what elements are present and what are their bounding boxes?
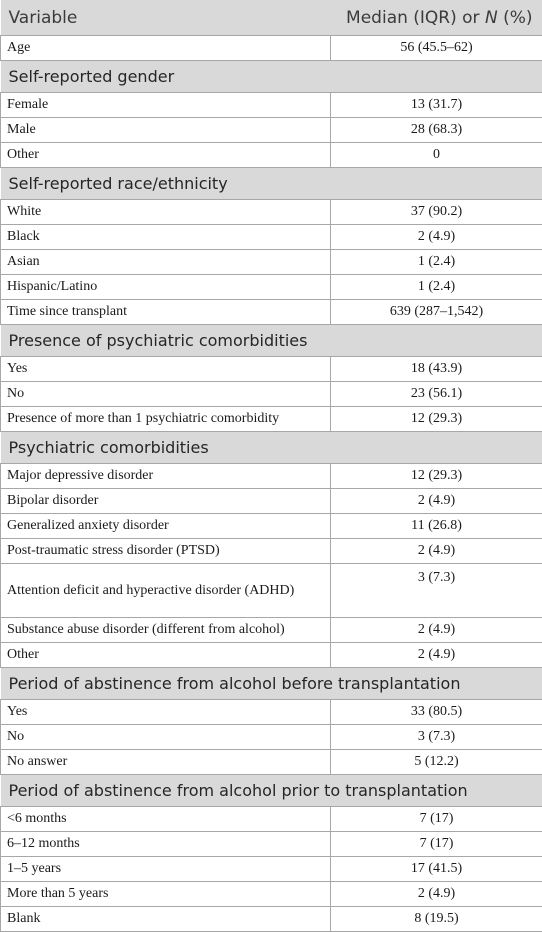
section-header-label: Period of abstinence from alcohol before transplantation: [1, 668, 542, 700]
row-value: 639 (287–1,542): [331, 300, 542, 325]
table-row: [1, 618, 542, 643]
table-row: [1, 489, 542, 514]
table-row: [1, 643, 542, 668]
row-label: Attention deficit and hyperactive disorder (ADHD): [1, 564, 331, 618]
table-row: [1, 907, 542, 932]
table-row: [1, 832, 542, 857]
row-label: 6–12 months: [1, 832, 331, 857]
table-row: [1, 357, 542, 382]
row-label: Black: [1, 225, 331, 250]
row-label: Substance abuse disorder (different from alcohol): [1, 618, 331, 643]
row-value: 17 (41.5): [331, 857, 542, 882]
row-value: 37 (90.2): [331, 200, 542, 225]
value-header-suffix: (%): [498, 8, 533, 28]
section-header-label: Psychiatric comorbidities: [1, 432, 542, 464]
table-row: [1, 882, 542, 907]
row-label: <6 months: [1, 807, 331, 832]
value-header-text: Median (IQR) or: [346, 8, 485, 28]
row-label: No: [1, 382, 331, 407]
table-row: [1, 807, 542, 832]
row-label: 1–5 years: [1, 857, 331, 882]
row-value: 1 (2.4): [331, 275, 542, 300]
table-row: [1, 514, 542, 539]
row-label: Hispanic/Latino: [1, 275, 331, 300]
row-value: 1 (2.4): [331, 250, 542, 275]
section-header-row: [1, 61, 542, 93]
row-label: No answer: [1, 750, 331, 775]
section-header-label: Presence of psychiatric comorbidities: [1, 325, 542, 357]
table-row: [1, 750, 542, 775]
row-label: More than 5 years: [1, 882, 331, 907]
table-row: [1, 382, 542, 407]
row-value: 28 (68.3): [331, 118, 542, 143]
row-label: Asian: [1, 250, 331, 275]
section-header-row: [1, 168, 542, 200]
section-header-label: Self-reported gender: [1, 61, 542, 93]
row-value: 2 (4.9): [331, 882, 542, 907]
row-value: 2 (4.9): [331, 618, 542, 643]
row-label: Male: [1, 118, 331, 143]
table-row: [1, 539, 542, 564]
table-body: [1, 36, 542, 932]
table-row: [1, 564, 542, 618]
section-header-row: [1, 775, 542, 807]
row-value: 2 (4.9): [331, 643, 542, 668]
row-value: 12 (29.3): [331, 464, 542, 489]
row-label: Post-traumatic stress disorder (PTSD): [1, 539, 331, 564]
row-label: Female: [1, 93, 331, 118]
table-row: [1, 857, 542, 882]
table-row: [1, 93, 542, 118]
table-row: [1, 118, 542, 143]
table-row: [1, 143, 542, 168]
row-label: No: [1, 725, 331, 750]
variable-column-header: Variable: [1, 0, 331, 36]
row-value: 23 (56.1): [331, 382, 542, 407]
row-value: 18 (43.9): [331, 357, 542, 382]
row-value: 11 (26.8): [331, 514, 542, 539]
table-row: [1, 225, 542, 250]
row-value: 56 (45.5–62): [331, 36, 542, 61]
row-label: Presence of more than 1 psychiatric comorbidity: [1, 407, 331, 432]
table-row: [1, 200, 542, 225]
row-value: 33 (80.5): [331, 700, 542, 725]
value-column-header: [331, 0, 542, 36]
section-header-label: Period of abstinence from alcohol prior to transplantation: [1, 775, 542, 807]
table-row: [1, 250, 542, 275]
row-value: 3 (7.3): [331, 725, 542, 750]
table-row: [1, 725, 542, 750]
row-label: Time since transplant: [1, 300, 331, 325]
table-row: [1, 464, 542, 489]
row-label: Other: [1, 143, 331, 168]
row-value: 2 (4.9): [331, 539, 542, 564]
table-row: [1, 36, 542, 61]
table-row: [1, 300, 542, 325]
section-header-label: Self-reported race/ethnicity: [1, 168, 542, 200]
row-label: Generalized anxiety disorder: [1, 514, 331, 539]
row-value: 3 (7.3): [331, 564, 542, 618]
row-label: Other: [1, 643, 331, 668]
row-value: 2 (4.9): [331, 489, 542, 514]
section-header-row: [1, 668, 542, 700]
value-header-italic: N: [485, 8, 498, 28]
table-header-row: [1, 0, 542, 36]
row-label: Bipolar disorder: [1, 489, 331, 514]
row-label: Yes: [1, 700, 331, 725]
row-label: Major depressive disorder: [1, 464, 331, 489]
row-value: 7 (17): [331, 832, 542, 857]
row-value: 0: [331, 143, 542, 168]
row-value: 7 (17): [331, 807, 542, 832]
section-header-row: [1, 325, 542, 357]
row-value: 5 (12.2): [331, 750, 542, 775]
table-row: [1, 700, 542, 725]
row-label: White: [1, 200, 331, 225]
row-label: Blank: [1, 907, 331, 932]
table-row: [1, 275, 542, 300]
table-row: [1, 407, 542, 432]
section-header-row: [1, 432, 542, 464]
row-value: 8 (19.5): [331, 907, 542, 932]
row-label: Yes: [1, 357, 331, 382]
row-label: Age: [1, 36, 331, 61]
row-value: 12 (29.3): [331, 407, 542, 432]
row-value: 13 (31.7): [331, 93, 542, 118]
row-value: 2 (4.9): [331, 225, 542, 250]
